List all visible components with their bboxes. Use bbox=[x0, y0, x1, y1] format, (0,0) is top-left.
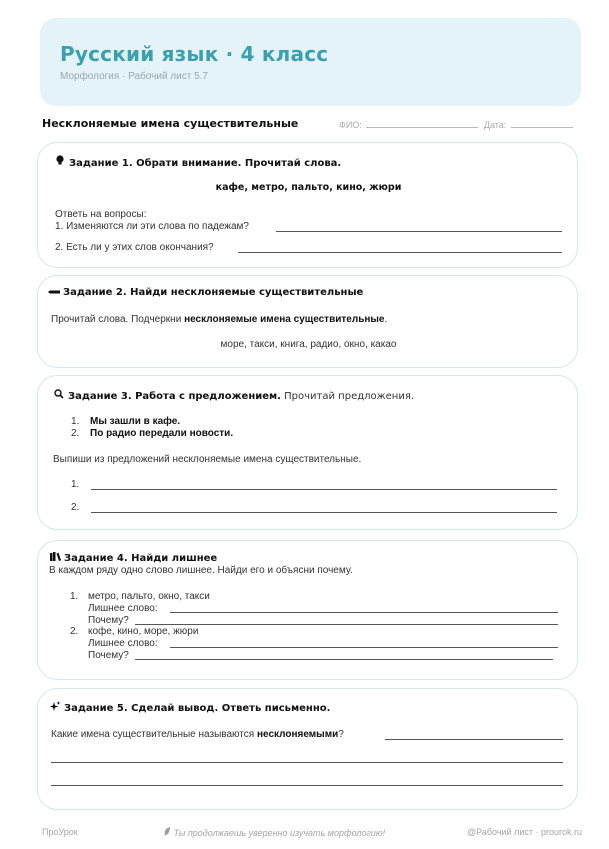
task-3-answer-1-num: 1. bbox=[71, 479, 80, 490]
task-3-answer-1-line[interactable] bbox=[91, 489, 557, 490]
task-4-row-2-why-line[interactable] bbox=[135, 659, 553, 660]
task-4-row-1-words: метро, пальто, окно, такси bbox=[88, 591, 210, 602]
footer-brand: ПроУрок bbox=[42, 827, 78, 837]
topic-row bbox=[42, 117, 572, 133]
task-4-row-1-num: 1. bbox=[70, 591, 79, 602]
pen-icon bbox=[48, 287, 60, 298]
magnifier-icon bbox=[53, 389, 65, 402]
task-5-card bbox=[37, 688, 578, 810]
footer-motto: Ты продолжаешь уверенно изучать морфологию! bbox=[164, 827, 385, 838]
footer-credit: @Рабочий лист · prourok.ru bbox=[467, 827, 582, 837]
task-1-answer-1-line[interactable] bbox=[276, 231, 562, 232]
task-4-row-2-num: 2. bbox=[70, 626, 79, 637]
task-1-question-2: 2. Есть ли у этих слов окончания? bbox=[55, 242, 214, 253]
worksheet-header bbox=[40, 18, 581, 106]
name-label: ФИО: bbox=[339, 120, 362, 130]
task-5-answer-line-3[interactable] bbox=[51, 785, 563, 786]
task-4-row-1-extra-line[interactable] bbox=[170, 612, 558, 613]
task-4-row-2-why-label: Почему? bbox=[88, 650, 129, 661]
task-4-row-2-extra-line[interactable] bbox=[170, 647, 558, 648]
task-3-sentence-1: Мы зашли в кафе. bbox=[90, 416, 181, 427]
task-3-sentence-2: По радио передали новости. bbox=[90, 428, 234, 439]
task-1-words: кафе, метро, пальто, кино, жюри bbox=[215, 182, 402, 193]
lightbulb-icon bbox=[54, 155, 66, 169]
task-3-instruction: Выпиши из предложений несклоняемые имена существительные. bbox=[53, 454, 362, 465]
task-1-prompt: Ответь на вопросы: bbox=[55, 209, 147, 220]
books-icon bbox=[49, 552, 61, 564]
task-5-answer-line-2[interactable] bbox=[51, 762, 563, 763]
topic-title: Несклоняемые имена существительные bbox=[42, 117, 299, 130]
task-5-question: Какие имена существительные называются несклоняемыми? bbox=[51, 729, 344, 740]
student-meta bbox=[339, 119, 573, 130]
task-2-card bbox=[37, 275, 578, 368]
task-1-card bbox=[37, 142, 578, 268]
task-3-card bbox=[37, 375, 578, 530]
task-1-question-1: 1. Изменяются ли эти слова по падежам? bbox=[55, 221, 249, 232]
task-3-answer-2-line[interactable] bbox=[91, 512, 557, 513]
date-field[interactable] bbox=[511, 119, 573, 128]
page-title: Русский язык · 4 класс bbox=[60, 42, 329, 66]
task-1-answer-2-line[interactable] bbox=[238, 252, 562, 253]
task-4-card bbox=[37, 540, 578, 680]
date-label: Дата: bbox=[483, 120, 507, 130]
task-4-row-2-extra-label: Лишнее слово: bbox=[88, 638, 158, 649]
task-4-row-2-words: кофе, кино, море, жюри bbox=[88, 626, 199, 637]
task-2-words: море, такси, книга, радио, окно, какао bbox=[220, 339, 397, 350]
task-3-answer-2-num: 2. bbox=[71, 502, 80, 513]
task-4-row-1-why-line[interactable] bbox=[135, 624, 558, 625]
task-4-heading: Задание 4. Найди лишнее bbox=[49, 552, 217, 564]
leaf-icon bbox=[164, 828, 174, 838]
task-1-heading: Задание 1. Обрати внимание. Прочитай слова. bbox=[54, 155, 341, 169]
page-subtitle: Морфология · Рабочий лист 5.7 bbox=[60, 71, 208, 82]
task-2-instruction: Прочитай слова. Подчеркни несклоняемые имена существительные. bbox=[51, 314, 388, 325]
task-4-row-1-why-label: Почему? bbox=[88, 615, 129, 626]
name-field[interactable] bbox=[366, 119, 478, 128]
task-3-heading: Задание 3. Работа с предложением. Прочитай предложения. bbox=[53, 389, 414, 402]
task-3-sentence-1-num: 1. bbox=[71, 416, 80, 427]
task-4-row-1-extra-label: Лишнее слово: bbox=[88, 603, 158, 614]
task-4-instruction: В каждом ряду одно слово лишнее. Найди его и объясни почему. bbox=[49, 565, 353, 576]
task-2-heading: Задание 2. Найди несклоняемые существительные bbox=[48, 287, 363, 298]
task-5-heading: Задание 5. Сделай вывод. Ответь письменно. bbox=[49, 701, 330, 714]
task-3-sentence-2-num: 2. bbox=[71, 428, 80, 439]
sparkles-icon bbox=[49, 701, 61, 714]
task-5-answer-line-1[interactable] bbox=[385, 739, 563, 740]
